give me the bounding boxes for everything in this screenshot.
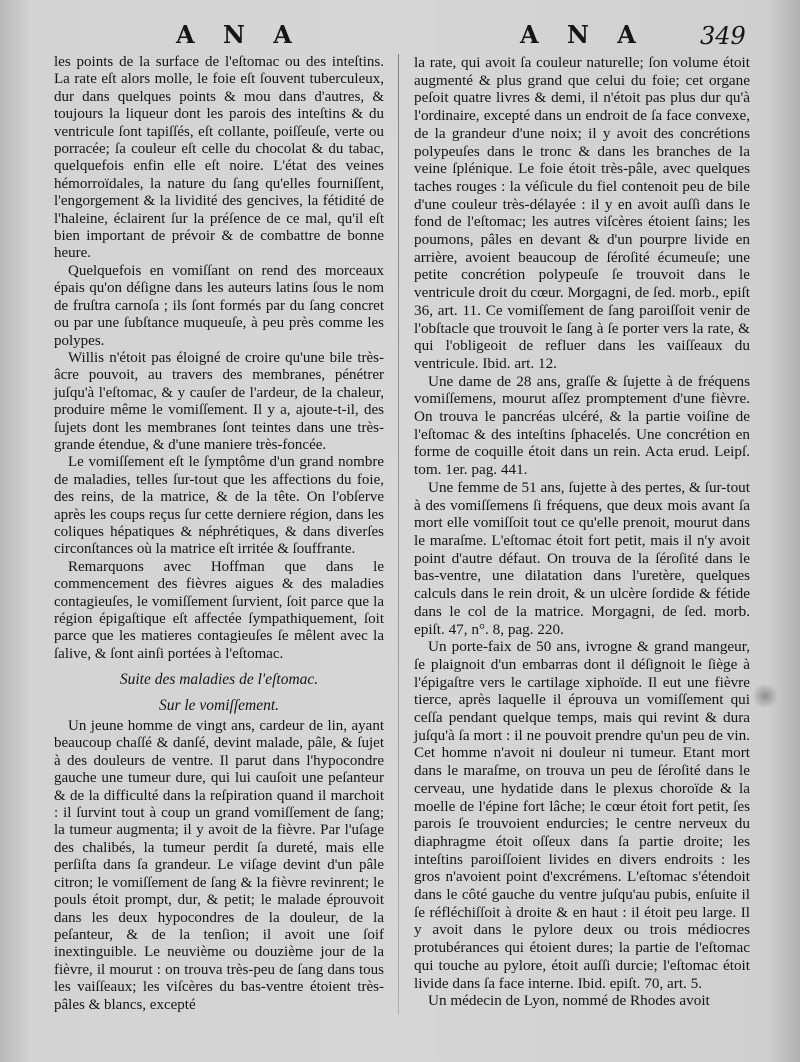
page-number: 349 <box>700 22 746 50</box>
header-left-word: A N A <box>176 20 302 49</box>
paragraph: Quelquefois en vomiſſant on rend des morceaux épais qu'on déſigne dans les auteurs latins ſous le nom de fruſtra carnoſa ; ils ſont formés par du ſang concret ou par une ſubſtance muqueuſe, à peu près comme les polypes. <box>54 262 384 349</box>
paragraph: Remarquons avec Hoffman que dans le commencement des fièvres aigues & des maladies contagieuſes, le vomiſſement ſurvient, ſoit parce que la région épigaſtique eſt affectée ſympathiquement, ſoit parce que les matieres contagieuſes ſe mêlent avec la ſalive, & ſont ainſi portées à l'eſtomac. <box>54 558 384 662</box>
paragraph: Un porte-faix de 50 ans, ivrogne & grand mangeur, ſe plaignoit d'un embarras dont il déſignoit le ſiège à l'épigaſtre vers le cartilage xiphoïde. Il eut une fièvre tierce, après laquelle il éprouva un vomiſſement qui ceſſa pendant quelque temps, mais qui revint & dura juſqu'à ſa mort : il ne pouvoit prendre qu'un peu de vin. Cet homme n'avoit ni douleur ni tumeur. Etant mort dans le maraſme, on trouva un peu de ſéroſité dans le cerveau, une hydatide dans le plexus choroïde & la moelle de l'épine fort lâche; le cœur étoit fort petit, ſes parois ſe trouvoient endurcies; le centre nerveux du diaphragme étoit oſſeux dans ſa partie droite; les inteſtins paroiſſoient livides en divers endroits : les gros n'avoient point d'excrémens. L'eſtomac s'étendoit dans le côté gauche du ventre juſqu'au pubis, enſuite il ſe réfléchiſſoit à droite & en haut : il étoit peu large. Il y avoit dans le pylore deux ou trois médiocres protubérances qui étoient dures; la partie de l'eſtomac qui touche au pylore, étoit auſſi durcie; l'eſtomac étoit livide dans ſa face interne. Ibid. epiſt. 70, art. 5. <box>414 638 750 992</box>
paragraph: Une dame de 28 ans, graſſe & ſujette à de fréquens vomiſſemens, mourut aſſez promptement d'une fièvre. On trouva le pancréas ulcéré, & la partie voiſine de l'eſtomac & des inteſtins ſphacelés. Une concrétion en forme de coquille étoit dans un rein. Acta erud. Leipſ. tom. 1er. pag. 441. <box>414 372 750 479</box>
running-header <box>0 18 800 52</box>
header-right-word: A N A <box>520 20 646 49</box>
paragraph: Le vomiſſement eſt le ſymptôme d'un grand nombre de maladies, telles ſur-tout que les affections du foie, des reins, de la matrice, & de la tête. On l'obſerve après les coups reçus ſur cette derniere région, dans les coliques hépatiques & néphrétiques, & dans diverſes circonſtances où la matrice eſt irritée & ſouffrante. <box>54 454 384 558</box>
paragraph: la rate, qui avoit ſa couleur naturelle; ſon volume étoit augmenté & plus grand que celui du foie; cet organe peſoit quatre livres & demi, il n'étoit pas plus dur qu'à l'ordinaire, excepté dans un endroit de ſa face convexe, de la grandeur d'une noix; il y avoit des concrétions polypeuſes dans le tronc & dans les branches de la veine ſplénique. Le foie étoit très-pâle, avec quelques taches rouges : la véſicule du fiel contenoit peu de bile d'une couleur très-délayée : il y en avoit auſſi dans le fond de l'eſtomac; les autres viſcères étoient ſains; les poumons, pâles en devant & d'un pourpre livide en arrière, avoient beaucoup de ſéroſité écumeuſe; une petite concrétion polypeuſe ſe trouvoit dans le ventricule droit du cœur. Morgagni, de ſed. morb., epiſt 36, art. 11. Ce vomiſſement de ſang paroiſſoit venir de l'obſtacle que trouvoit le ſang à ſe porter vers la rate, & qui l'obligeoit de refluer dans les vaiſſeaux du ventricule. Ibid. art. 12. <box>414 54 750 372</box>
section-heading: Suite des maladies de l'eſtomac. <box>119 671 319 689</box>
section-heading: Sur le vomiſſement. <box>158 696 280 714</box>
paragraph: Un jeune homme de vingt ans, cardeur de lin, ayant beaucoup chaſſé & danſé, devint malade, pâle, & ſujet à des douleurs de ventre. Il parut dans l'hypocondre gauche une tumeur dure, qui lui cauſoit une peſanteur & de la difficulté dans la reſpiration quand il marchoit : il ſurvint tout à coup un grand vomiſſement de ſang; la tumeur augmenta; il y avoit de la fièvre. Par l'uſage des chalibés, la tumeur perdit ſa dureté, mais elle perſiſta dans ſa grandeur. Le viſage devint d'un pâle citron; le vomiſſement de ſang & la fièvre revinrent; le pouls étoit prompt, dur, & petit; le malade éprouvoit dans les deux hypocondres de la douleur, de la peſanteur, & de la tenſion; il avoit une ſoif inextinguible. Le neuvième ou douzième jour de la fièvre, il mourut : on trouva très-peu de ſang dans tous les vaiſſeaux; les viſcères du bas-ventre étoient très-pâles & blancs, excepté <box>54 718 384 1013</box>
paragraph: Willis n'étoit pas éloigné de croire qu'une bile très-âcre pouvoit, au travers des membranes, pénétrer juſqu'à l'eſtomac, & y cauſer de l'ardeur, de la chaleur, produire même le vomiſſement. Il y a, ajoute-t-il, des ſujets dont les membranes ſont teintes dans une très-grande étendue, & d'une maniere très-foncée. <box>54 349 384 453</box>
right-text-column <box>414 54 750 1010</box>
paragraph: les points de la surface de l'eſtomac ou des inteſtins. La rate eſt alors molle, le foie eſt ſouvent tuberculeux, dur dans quelques points & mou dans d'autres, & toujours la liqueur dont les parois des inteſtins & du ventricule ſont tapiſſés, eſt collante, poiſſeuſe, verte ou porracée; ſa couleur eſt celle du chocolat & du tabac, quelquefois enfin elle eſt noire. L'état des veines hémorroïdales, la nature du ſang qu'elles fourniſſent, l'engorgement & la lividité des gencives, la fétidité de l'haleine, éclairent ſur la préſence de ce mal, qu'il eſt bien important de prévoir & de combattre de bonne heure. <box>54 54 384 262</box>
paper-stain <box>752 683 778 709</box>
paragraph: Une femme de 51 ans, ſujette à des pertes, & ſur-tout à des vomiſſemens ſi fréquens, que deux mois avant ſa mort elle vomiſſoit tout ce qu'elle prenoit, mourut dans le maraſme. L'eſtomac étoit fort petit, mais il n'y avoit point d'autre défaut. On trouva de la ſéroſité dans le bas-ventre, une dilatation dans l'uretère, quelques calculs dans le rein droit, & un ulcère ſordide & fétide dans le col de la matrice. Morgagni, de ſed. morb. epiſt. 47, n°. 8, pag. 220. <box>414 478 750 638</box>
column-divider <box>398 54 399 1014</box>
left-text-column <box>54 54 384 1014</box>
paragraph: Un médecin de Lyon, nommé de Rhodes avoit <box>428 992 710 1010</box>
